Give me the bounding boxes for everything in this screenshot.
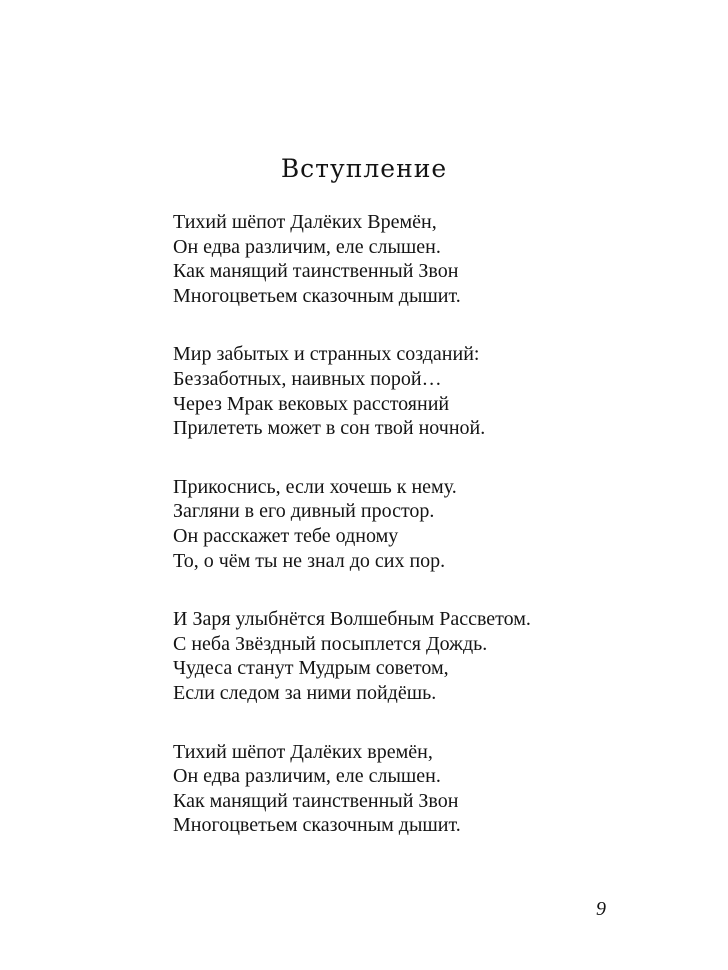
stanza-4	[173, 607, 693, 705]
poem-line: Беззаботных, наивных порой…	[173, 367, 442, 390]
poem-line: Он едва различим, еле слышен.	[173, 235, 441, 258]
stanza-2	[173, 342, 693, 440]
poem-line: Он расскажет тебе одному	[173, 524, 399, 547]
poem-line: Как манящий таинственный Звон	[173, 789, 459, 812]
poem-line: Многоцветьем сказочным дышит.	[173, 284, 461, 307]
poem-line: Чудеса станут Мудрым советом,	[173, 657, 449, 680]
poem-body	[173, 210, 693, 872]
poem-line: Загляни в его дивный простор.	[173, 500, 435, 523]
poem-line: Как манящий таинственный Звон	[173, 260, 459, 283]
poem-title: Вступление	[280, 154, 448, 183]
poem-line: И Заря улыбнётся Волшебным Рассветом.	[173, 608, 531, 631]
poem-line: Тихий шёпот Далёких Времён,	[173, 211, 437, 233]
stanza-5	[173, 740, 693, 838]
stanza-3	[173, 475, 693, 573]
poem-line: Если следом за ними пойдёшь.	[173, 681, 437, 704]
poem-line: Мир забытых и странных созданий:	[173, 343, 480, 366]
page-number: 9	[596, 898, 606, 920]
poem-line: Прилететь может в сон твой ночной.	[173, 417, 486, 440]
poem-line: То, о чём ты не знал до сих пор.	[173, 549, 446, 572]
poem-line: С неба Звёздный посыплется Дождь.	[173, 632, 488, 655]
poem-line: Он едва различим, еле слышен.	[173, 765, 441, 788]
poem-line: Через Мрак вековых расстояний	[173, 392, 450, 415]
poem-line: Тихий шёпот Далёких времён,	[173, 740, 433, 763]
stanza-1	[173, 210, 693, 308]
poem-line: Прикоснись, если хочешь к нему.	[173, 475, 457, 498]
poem-line: Многоцветьем сказочным дышит.	[173, 814, 461, 837]
